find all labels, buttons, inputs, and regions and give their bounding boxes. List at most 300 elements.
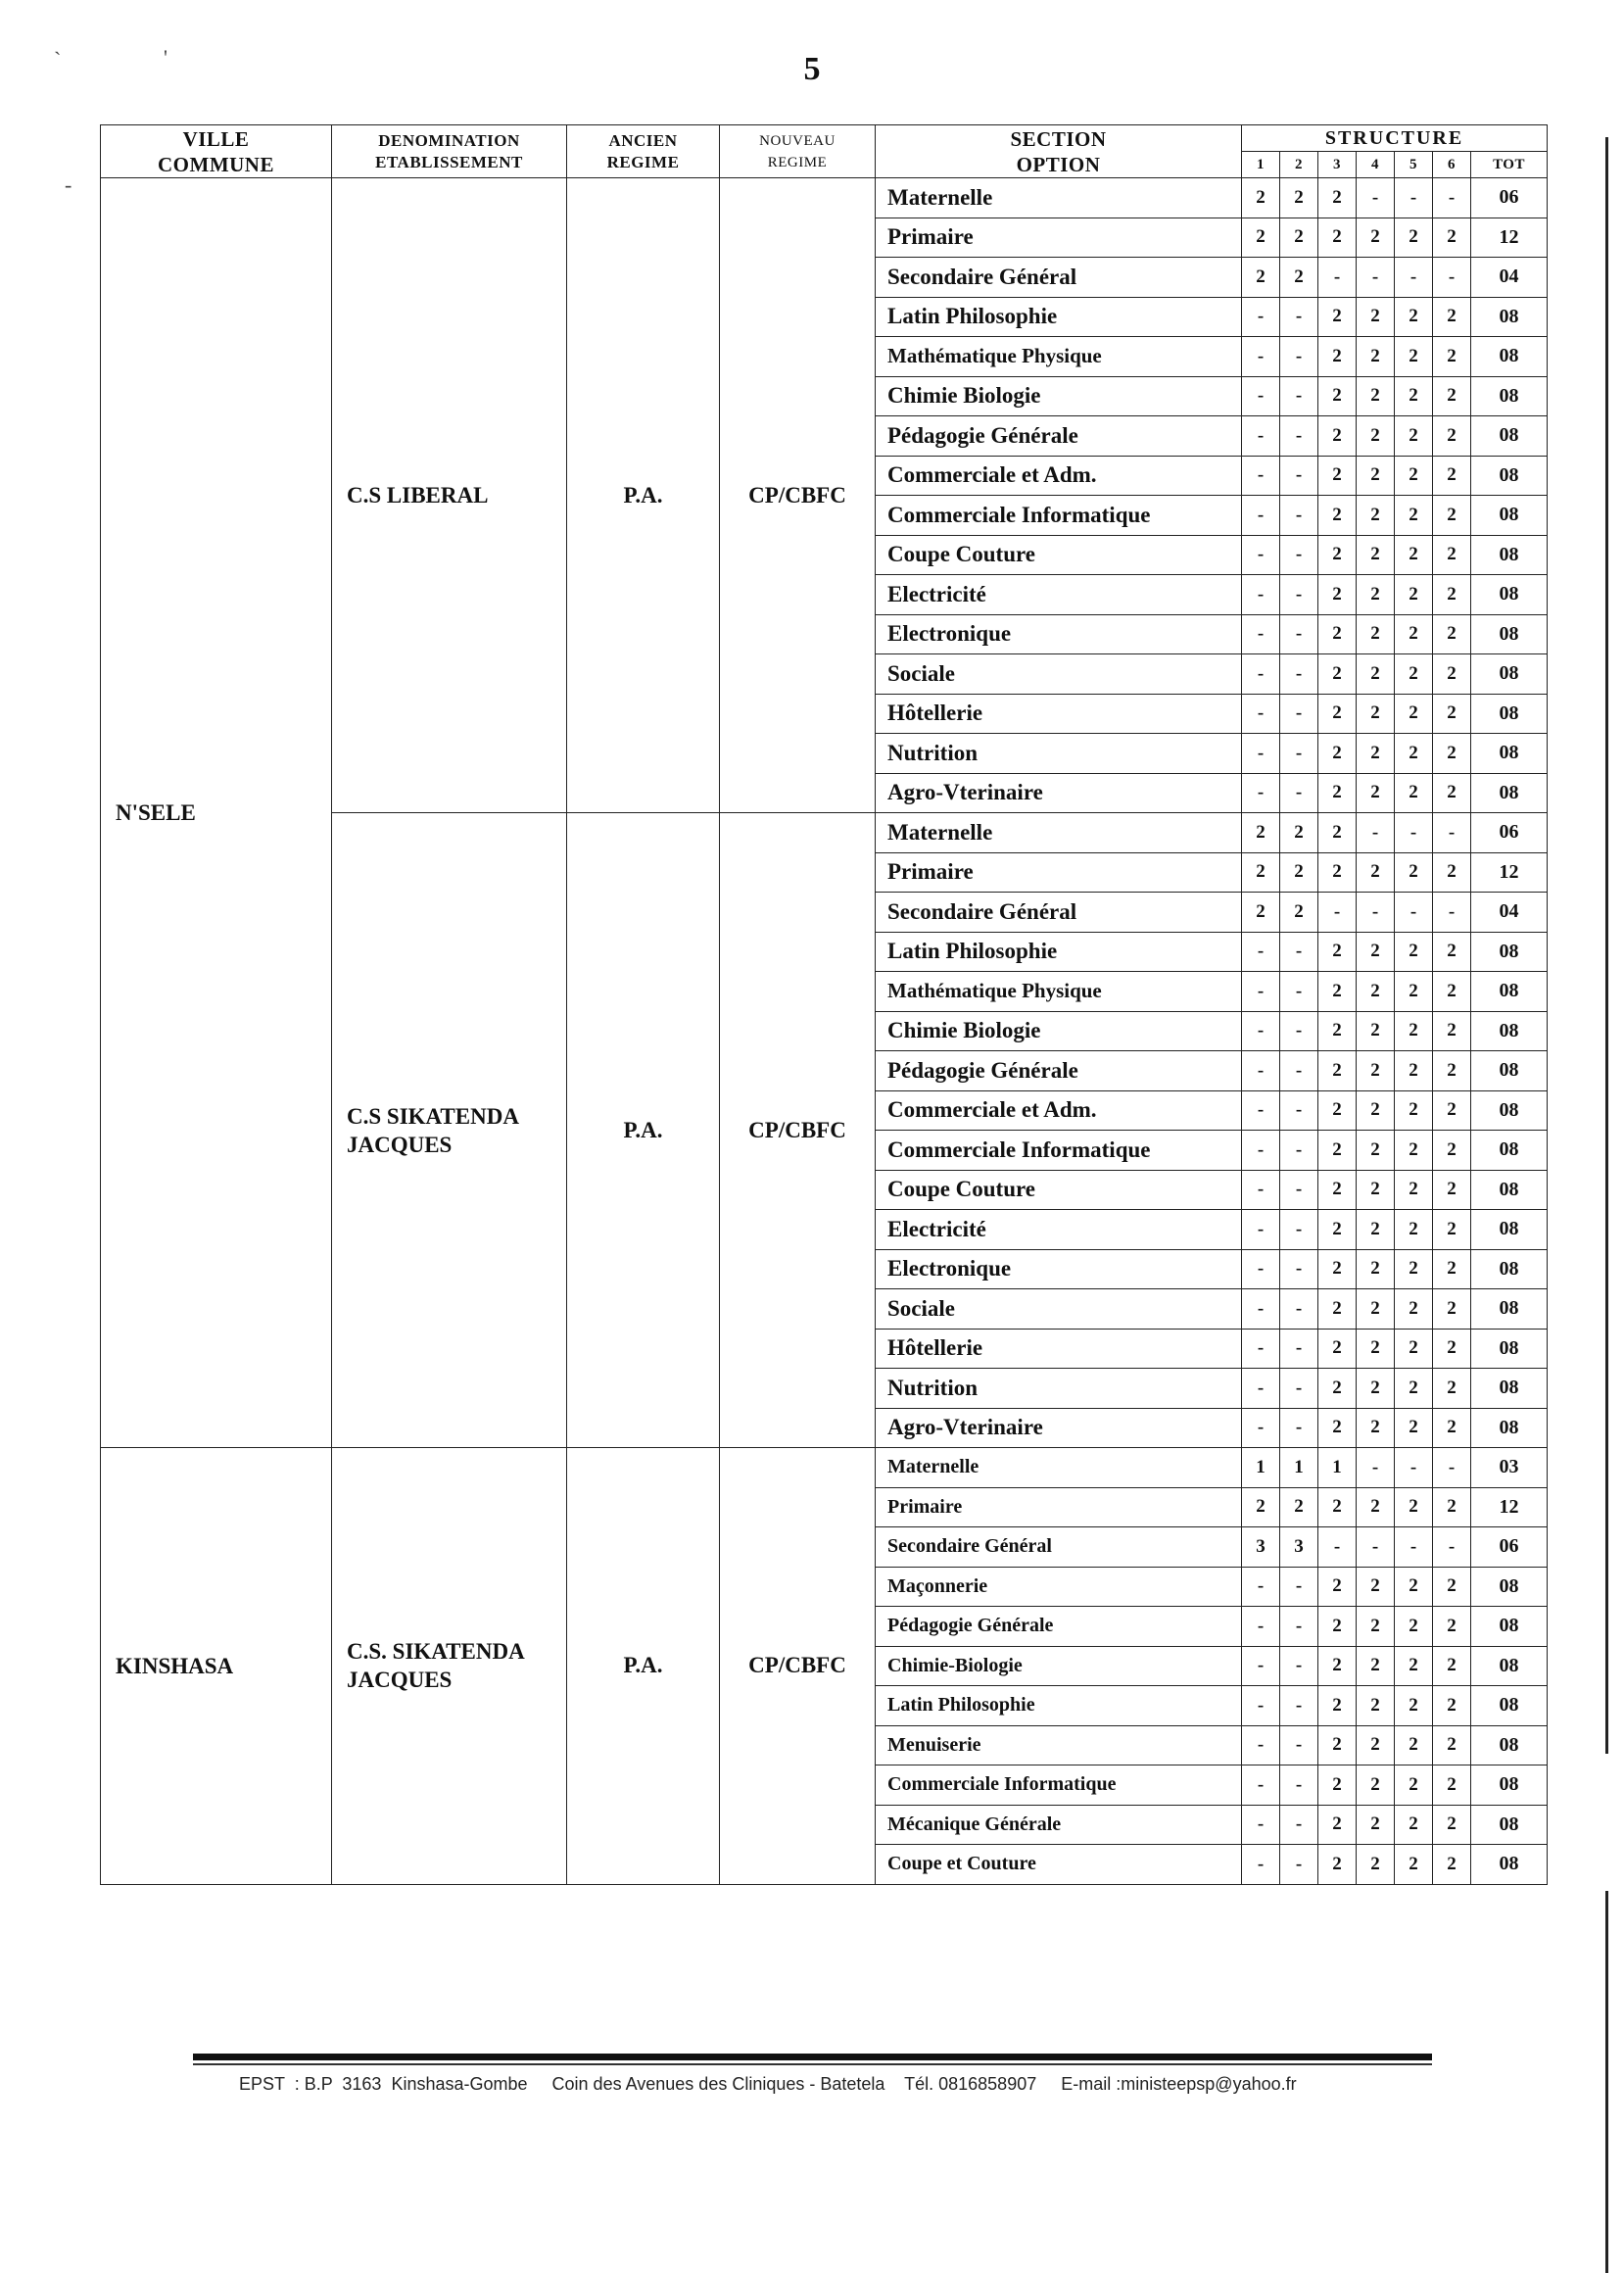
section-option-cell: Electricité — [876, 1210, 1242, 1250]
section-option-cell: Maternelle — [876, 813, 1242, 853]
structure-year-2-cell: - — [1280, 1607, 1318, 1647]
structure-year-4-cell: 2 — [1357, 1805, 1395, 1845]
structure-year-5-cell: - — [1395, 1527, 1433, 1568]
structure-year-6-cell: 2 — [1433, 734, 1471, 774]
structure-year-4-cell: 2 — [1357, 1051, 1395, 1091]
total-cell: 06 — [1471, 178, 1548, 218]
structure-year-2-cell: - — [1280, 654, 1318, 695]
structure-year-1-cell: - — [1242, 614, 1280, 654]
section-option-cell: Coupe Couture — [876, 535, 1242, 575]
structure-year-6-cell: 2 — [1433, 852, 1471, 893]
section-option-cell: Coupe Couture — [876, 1170, 1242, 1210]
scan-mark: - — [65, 172, 72, 197]
header-denom-line2: ETABLISSEMENT — [375, 152, 523, 171]
structure-year-3-cell: 2 — [1318, 1289, 1357, 1330]
section-option-cell: Nutrition — [876, 1369, 1242, 1409]
header-denomination — [332, 125, 567, 178]
structure-year-2-cell: - — [1280, 496, 1318, 536]
structure-year-3-cell: 2 — [1318, 1805, 1357, 1845]
structure-year-6-cell: 2 — [1433, 1845, 1471, 1885]
structure-year-2-cell: - — [1280, 1249, 1318, 1289]
structure-year-2-cell: - — [1280, 1805, 1318, 1845]
structure-year-2-cell: 2 — [1280, 1487, 1318, 1527]
total-cell: 08 — [1471, 1765, 1548, 1806]
section-option-cell: Commerciale Informatique — [876, 1131, 1242, 1171]
structure-year-1-cell: - — [1242, 1369, 1280, 1409]
structure-year-1-cell: - — [1242, 456, 1280, 496]
structure-year-6-cell: - — [1433, 893, 1471, 933]
total-cell: 08 — [1471, 1607, 1548, 1647]
ville-commune-cell — [101, 1448, 332, 1885]
total-cell: 08 — [1471, 1805, 1548, 1845]
structure-year-2-cell: 1 — [1280, 1448, 1318, 1488]
section-option-cell: Pédagogie Générale — [876, 1051, 1242, 1091]
structure-year-4-cell: 2 — [1357, 1011, 1395, 1051]
structure-year-2-cell: - — [1280, 932, 1318, 972]
total-cell: 08 — [1471, 932, 1548, 972]
structure-year-3-cell: 2 — [1318, 376, 1357, 416]
structure-year-3-cell: 2 — [1318, 535, 1357, 575]
section-option-cell: Maternelle — [876, 1448, 1242, 1488]
structure-year-3-cell: 2 — [1318, 1249, 1357, 1289]
structure-year-6-cell: 2 — [1433, 1090, 1471, 1131]
structure-year-1-cell: - — [1242, 1249, 1280, 1289]
structure-year-2-cell: - — [1280, 694, 1318, 734]
structure-year-2-cell: - — [1280, 1408, 1318, 1448]
total-cell: 12 — [1471, 218, 1548, 258]
structure-year-4-cell: 2 — [1357, 1289, 1395, 1330]
structure-year-1-cell: - — [1242, 1170, 1280, 1210]
structure-year-2-cell: 2 — [1280, 258, 1318, 298]
etablissement-name-line: JACQUES — [347, 1132, 453, 1157]
structure-year-1-cell: - — [1242, 297, 1280, 337]
structure-year-6-cell: 2 — [1433, 1369, 1471, 1409]
structure-year-2-cell: - — [1280, 734, 1318, 774]
structure-year-1-cell: - — [1242, 1686, 1280, 1726]
etablissement-name-line: C.S. SIKATENDA — [347, 1639, 525, 1665]
structure-year-4-cell: - — [1357, 1448, 1395, 1488]
structure-year-5-cell: 2 — [1395, 1249, 1433, 1289]
structure-year-3-cell: 2 — [1318, 1170, 1357, 1210]
section-option-cell: Secondaire Général — [876, 258, 1242, 298]
structure-year-6-cell: 2 — [1433, 1170, 1471, 1210]
section-option-cell: Primaire — [876, 218, 1242, 258]
structure-year-6-cell: 2 — [1433, 1646, 1471, 1686]
structure-year-6-cell: 2 — [1433, 416, 1471, 457]
structure-year-5-cell: 2 — [1395, 1131, 1433, 1171]
structure-year-3-cell: 2 — [1318, 1686, 1357, 1726]
total-cell: 08 — [1471, 1329, 1548, 1369]
structure-year-5-cell: 2 — [1395, 1170, 1433, 1210]
structure-year-1-cell: - — [1242, 773, 1280, 813]
structure-year-3-cell: 2 — [1318, 1408, 1357, 1448]
nouveau-regime-cell: CP/CBFC — [720, 1448, 876, 1885]
total-cell: 08 — [1471, 1289, 1548, 1330]
structure-year-2-cell: - — [1280, 1646, 1318, 1686]
structure-year-6-cell: 2 — [1433, 1686, 1471, 1726]
table-header — [101, 125, 1548, 178]
structure-year-3-cell: - — [1318, 893, 1357, 933]
header-col-3: 3 — [1318, 152, 1357, 178]
total-cell: 08 — [1471, 1051, 1548, 1091]
structure-year-3-cell: 2 — [1318, 1646, 1357, 1686]
section-option-cell: Mathématique Physique — [876, 337, 1242, 377]
footer-tel: Tél. 0816858907 — [904, 2074, 1037, 2094]
structure-year-4-cell: 2 — [1357, 297, 1395, 337]
total-cell: 08 — [1471, 1646, 1548, 1686]
section-option-cell: Latin Philosophie — [876, 297, 1242, 337]
structure-year-3-cell: 2 — [1318, 654, 1357, 695]
structure-year-3-cell: 2 — [1318, 1090, 1357, 1131]
section-option-cell: Primaire — [876, 852, 1242, 893]
structure-year-5-cell: - — [1395, 813, 1433, 853]
section-option-cell: Commerciale Informatique — [876, 1765, 1242, 1806]
scan-mark: ' — [164, 45, 167, 70]
structure-year-4-cell: 2 — [1357, 1567, 1395, 1607]
structure-year-5-cell: - — [1395, 1448, 1433, 1488]
section-option-cell: Hôtellerie — [876, 694, 1242, 734]
header-nouveau-line2: REGIME — [767, 154, 828, 170]
structure-year-6-cell: 2 — [1433, 1011, 1471, 1051]
footer-email: E-mail :ministeepsp@yahoo.fr — [1061, 2074, 1297, 2094]
total-cell: 08 — [1471, 654, 1548, 695]
structure-year-4-cell: 2 — [1357, 1170, 1395, 1210]
structure-year-2-cell: - — [1280, 614, 1318, 654]
section-option-cell: Agro-Vterinaire — [876, 773, 1242, 813]
structure-year-5-cell: 2 — [1395, 1845, 1433, 1885]
structure-year-5-cell: 2 — [1395, 456, 1433, 496]
structure-year-3-cell: 2 — [1318, 575, 1357, 615]
total-cell: 08 — [1471, 496, 1548, 536]
header-col-4: 4 — [1357, 152, 1395, 178]
structure-year-6-cell: 2 — [1433, 1487, 1471, 1527]
structure-year-5-cell: 2 — [1395, 1765, 1433, 1806]
structure-year-1-cell: 2 — [1242, 813, 1280, 853]
structure-year-5-cell: 2 — [1395, 1408, 1433, 1448]
structure-table — [100, 124, 1548, 1885]
structure-year-1-cell: - — [1242, 1408, 1280, 1448]
structure-year-3-cell: 2 — [1318, 297, 1357, 337]
structure-year-5-cell: - — [1395, 258, 1433, 298]
page-edge-line — [1605, 137, 1608, 1754]
structure-year-4-cell: 2 — [1357, 535, 1395, 575]
structure-year-6-cell: 2 — [1433, 972, 1471, 1012]
structure-year-1-cell: - — [1242, 1725, 1280, 1765]
structure-year-4-cell: 2 — [1357, 1487, 1395, 1527]
structure-year-5-cell: - — [1395, 893, 1433, 933]
total-cell: 08 — [1471, 614, 1548, 654]
structure-year-4-cell: 2 — [1357, 1210, 1395, 1250]
header-section-option — [876, 125, 1242, 178]
structure-year-2-cell: - — [1280, 337, 1318, 377]
structure-year-3-cell: 2 — [1318, 1051, 1357, 1091]
section-option-cell: Maçonnerie — [876, 1567, 1242, 1607]
structure-year-5-cell: 2 — [1395, 416, 1433, 457]
structure-year-4-cell: - — [1357, 258, 1395, 298]
structure-year-4-cell: - — [1357, 178, 1395, 218]
structure-year-5-cell: 2 — [1395, 852, 1433, 893]
header-ville-line1: VILLE — [182, 126, 250, 151]
header-section-line2: OPTION — [1016, 152, 1101, 176]
structure-year-1-cell: 2 — [1242, 258, 1280, 298]
header-denom-line1: DENOMINATION — [378, 130, 520, 150]
structure-year-5-cell: 2 — [1395, 1686, 1433, 1726]
structure-year-6-cell: 2 — [1433, 1567, 1471, 1607]
total-cell: 08 — [1471, 575, 1548, 615]
section-option-cell: Commerciale et Adm. — [876, 1090, 1242, 1131]
structure-year-4-cell: 2 — [1357, 972, 1395, 1012]
structure-year-6-cell: - — [1433, 813, 1471, 853]
structure-year-5-cell: 2 — [1395, 337, 1433, 377]
structure-year-4-cell: 2 — [1357, 218, 1395, 258]
total-cell: 08 — [1471, 297, 1548, 337]
structure-year-4-cell: 2 — [1357, 852, 1395, 893]
etablissement-cell — [332, 813, 567, 1448]
structure-year-1-cell: - — [1242, 654, 1280, 695]
footer-rule-thin — [193, 2063, 1432, 2065]
structure-year-2-cell: - — [1280, 1090, 1318, 1131]
section-option-cell: Coupe et Couture — [876, 1845, 1242, 1885]
section-option-cell: Latin Philosophie — [876, 1686, 1242, 1726]
structure-year-1-cell: - — [1242, 416, 1280, 457]
structure-year-2-cell: - — [1280, 535, 1318, 575]
structure-year-5-cell: 2 — [1395, 614, 1433, 654]
structure-year-1-cell: - — [1242, 1765, 1280, 1806]
header-nouveau-regime — [720, 125, 876, 178]
structure-year-4-cell: 2 — [1357, 337, 1395, 377]
structure-year-5-cell: 2 — [1395, 1051, 1433, 1091]
structure-year-4-cell: - — [1357, 1527, 1395, 1568]
header-col-tot: TOT — [1471, 152, 1548, 178]
structure-year-1-cell: 2 — [1242, 218, 1280, 258]
structure-year-5-cell: 2 — [1395, 1805, 1433, 1845]
total-cell: 08 — [1471, 1170, 1548, 1210]
total-cell: 08 — [1471, 456, 1548, 496]
structure-year-2-cell: 2 — [1280, 218, 1318, 258]
structure-year-4-cell: 2 — [1357, 1765, 1395, 1806]
header-ville-line2: COMMUNE — [158, 152, 274, 176]
structure-year-2-cell: - — [1280, 575, 1318, 615]
structure-year-2-cell: 2 — [1280, 178, 1318, 218]
section-option-cell: Chimie Biologie — [876, 1011, 1242, 1051]
structure-year-3-cell: 2 — [1318, 614, 1357, 654]
footer-org: EPST — [239, 2074, 285, 2094]
structure-year-5-cell: 2 — [1395, 535, 1433, 575]
structure-year-4-cell: 2 — [1357, 654, 1395, 695]
total-cell: 08 — [1471, 337, 1548, 377]
structure-year-5-cell: 2 — [1395, 496, 1433, 536]
total-cell: 08 — [1471, 694, 1548, 734]
structure-year-3-cell: 2 — [1318, 1131, 1357, 1171]
structure-year-6-cell: 2 — [1433, 1607, 1471, 1647]
structure-year-3-cell: - — [1318, 258, 1357, 298]
section-option-cell: Commerciale Informatique — [876, 496, 1242, 536]
total-cell: 06 — [1471, 813, 1548, 853]
table-row — [101, 178, 1548, 218]
structure-year-4-cell: 2 — [1357, 1408, 1395, 1448]
structure-year-6-cell: 2 — [1433, 773, 1471, 813]
header-ancien-line2: REGIME — [606, 152, 680, 171]
structure-year-2-cell: - — [1280, 1131, 1318, 1171]
structure-year-2-cell: - — [1280, 1845, 1318, 1885]
structure-year-6-cell: - — [1433, 258, 1471, 298]
structure-year-3-cell: 2 — [1318, 1369, 1357, 1409]
structure-year-5-cell: 2 — [1395, 1369, 1433, 1409]
structure-year-6-cell: 2 — [1433, 218, 1471, 258]
total-cell: 08 — [1471, 1249, 1548, 1289]
section-option-cell: Secondaire Général — [876, 893, 1242, 933]
section-option-cell: Menuiserie — [876, 1725, 1242, 1765]
structure-year-1-cell: - — [1242, 337, 1280, 377]
total-cell: 08 — [1471, 773, 1548, 813]
structure-year-3-cell: 2 — [1318, 218, 1357, 258]
structure-year-5-cell: 2 — [1395, 773, 1433, 813]
structure-year-1-cell: 2 — [1242, 178, 1280, 218]
structure-year-2-cell: - — [1280, 1369, 1318, 1409]
page-edge-line — [1605, 1891, 1608, 2273]
table-body — [101, 178, 1548, 1885]
etablissement-cell — [332, 1448, 567, 1885]
total-cell: 08 — [1471, 535, 1548, 575]
structure-year-5-cell: 2 — [1395, 575, 1433, 615]
structure-year-1-cell: - — [1242, 1805, 1280, 1845]
structure-year-6-cell: 2 — [1433, 1210, 1471, 1250]
section-option-cell: Latin Philosophie — [876, 932, 1242, 972]
section-option-cell: Maternelle — [876, 178, 1242, 218]
structure-year-3-cell: 2 — [1318, 456, 1357, 496]
structure-year-1-cell: 2 — [1242, 893, 1280, 933]
structure-year-4-cell: 2 — [1357, 932, 1395, 972]
section-option-cell: Mathématique Physique — [876, 972, 1242, 1012]
structure-year-3-cell: 2 — [1318, 773, 1357, 813]
structure-year-4-cell: 2 — [1357, 496, 1395, 536]
section-option-cell: Pédagogie Générale — [876, 416, 1242, 457]
total-cell: 04 — [1471, 893, 1548, 933]
structure-year-2-cell: - — [1280, 1210, 1318, 1250]
ancien-regime-cell: P.A. — [567, 1448, 720, 1885]
structure-year-3-cell: 2 — [1318, 1011, 1357, 1051]
total-cell: 08 — [1471, 1725, 1548, 1765]
structure-year-3-cell: 2 — [1318, 694, 1357, 734]
structure-year-2-cell: - — [1280, 1289, 1318, 1330]
structure-year-1-cell: - — [1242, 1567, 1280, 1607]
structure-year-5-cell: 2 — [1395, 932, 1433, 972]
total-cell: 04 — [1471, 258, 1548, 298]
structure-year-1-cell: 3 — [1242, 1527, 1280, 1568]
structure-year-6-cell: 2 — [1433, 1289, 1471, 1330]
section-option-cell: Electricité — [876, 575, 1242, 615]
structure-year-4-cell: - — [1357, 893, 1395, 933]
structure-year-1-cell: - — [1242, 1289, 1280, 1330]
section-option-cell: Agro-Vterinaire — [876, 1408, 1242, 1448]
footer-address: : B.P 3163 Kinshasa-Gombe — [294, 2074, 528, 2094]
structure-year-2-cell: - — [1280, 1051, 1318, 1091]
structure-year-5-cell: 2 — [1395, 1329, 1433, 1369]
structure-year-1-cell: - — [1242, 1329, 1280, 1369]
structure-year-6-cell: 2 — [1433, 1805, 1471, 1845]
structure-year-5-cell: 2 — [1395, 1090, 1433, 1131]
structure-year-4-cell: 2 — [1357, 1090, 1395, 1131]
ville-commune-name: N'SELE — [116, 800, 196, 825]
structure-year-4-cell: 2 — [1357, 416, 1395, 457]
structure-year-1-cell: - — [1242, 496, 1280, 536]
structure-year-4-cell: 2 — [1357, 1329, 1395, 1369]
structure-year-3-cell: 2 — [1318, 1329, 1357, 1369]
header-nouveau-line1: NOUVEAU — [759, 132, 836, 149]
total-cell: 08 — [1471, 972, 1548, 1012]
section-option-cell: Sociale — [876, 1289, 1242, 1330]
structure-year-3-cell: 2 — [1318, 1725, 1357, 1765]
total-cell: 08 — [1471, 1408, 1548, 1448]
structure-year-3-cell: 2 — [1318, 1765, 1357, 1806]
structure-year-3-cell: 2 — [1318, 416, 1357, 457]
section-option-cell: Sociale — [876, 654, 1242, 695]
structure-year-1-cell: - — [1242, 1131, 1280, 1171]
structure-year-6-cell: 2 — [1433, 297, 1471, 337]
structure-year-5-cell: 2 — [1395, 972, 1433, 1012]
structure-year-5-cell: 2 — [1395, 1607, 1433, 1647]
structure-year-6-cell: 2 — [1433, 376, 1471, 416]
structure-year-5-cell: - — [1395, 178, 1433, 218]
section-option-cell: Commerciale et Adm. — [876, 456, 1242, 496]
structure-year-1-cell: - — [1242, 694, 1280, 734]
structure-year-4-cell: 2 — [1357, 1725, 1395, 1765]
structure-year-2-cell: - — [1280, 972, 1318, 1012]
section-option-cell: Primaire — [876, 1487, 1242, 1527]
structure-year-6-cell: - — [1433, 178, 1471, 218]
structure-year-2-cell: 3 — [1280, 1527, 1318, 1568]
ancien-regime-cell: P.A. — [567, 813, 720, 1448]
structure-year-1-cell: - — [1242, 932, 1280, 972]
structure-year-5-cell: 2 — [1395, 654, 1433, 695]
structure-year-5-cell: 2 — [1395, 297, 1433, 337]
total-cell: 12 — [1471, 1487, 1548, 1527]
structure-year-4-cell: 2 — [1357, 456, 1395, 496]
etablissement-name-line: C.S SIKATENDA — [347, 1103, 519, 1129]
total-cell: 08 — [1471, 416, 1548, 457]
structure-year-2-cell: 2 — [1280, 852, 1318, 893]
structure-year-3-cell: 2 — [1318, 852, 1357, 893]
footer — [239, 2074, 1512, 2095]
structure-year-5-cell: 2 — [1395, 734, 1433, 774]
structure-year-4-cell: 2 — [1357, 1249, 1395, 1289]
structure-year-3-cell: 2 — [1318, 1210, 1357, 1250]
scan-mark: ` — [54, 47, 62, 72]
total-cell: 12 — [1471, 852, 1548, 893]
structure-year-6-cell: 2 — [1433, 1725, 1471, 1765]
structure-year-2-cell: 2 — [1280, 893, 1318, 933]
header-section-line1: SECTION — [1010, 126, 1107, 151]
total-cell: 08 — [1471, 1369, 1548, 1409]
structure-year-1-cell: - — [1242, 376, 1280, 416]
structure-year-3-cell: 2 — [1318, 1607, 1357, 1647]
total-cell: 08 — [1471, 1131, 1548, 1171]
structure-year-2-cell: - — [1280, 1725, 1318, 1765]
structure-year-2-cell: - — [1280, 1567, 1318, 1607]
page-number: 5 — [803, 51, 821, 87]
structure-year-3-cell: 2 — [1318, 972, 1357, 1012]
total-cell: 03 — [1471, 1448, 1548, 1488]
structure-year-6-cell: 2 — [1433, 1051, 1471, 1091]
structure-year-6-cell: 2 — [1433, 1329, 1471, 1369]
total-cell: 08 — [1471, 1567, 1548, 1607]
structure-year-4-cell: - — [1357, 813, 1395, 853]
structure-year-5-cell: 2 — [1395, 1567, 1433, 1607]
header-ancien-regime — [567, 125, 720, 178]
structure-year-4-cell: 2 — [1357, 1646, 1395, 1686]
total-cell: 08 — [1471, 1090, 1548, 1131]
structure-year-3-cell: 2 — [1318, 1487, 1357, 1527]
